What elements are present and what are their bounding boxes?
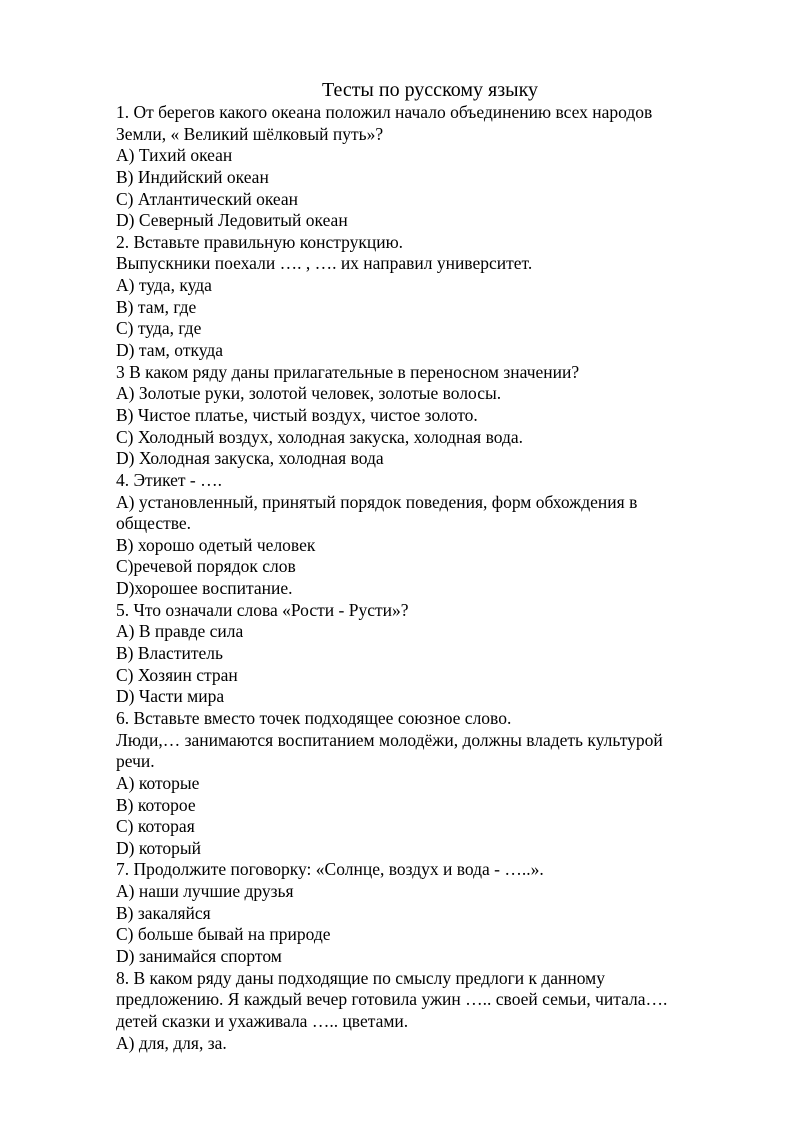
- text-line: Люди,… занимаются воспитанием молодёжи, должны владеть культурой: [116, 729, 663, 750]
- text-line: D) занимайся спортом: [116, 945, 282, 966]
- text-line: речи.: [116, 751, 155, 772]
- text-line: 4. Этикет - ….: [116, 469, 222, 490]
- text-line: 8. В каком ряду даны подходящие по смыслу предлоги к данному: [116, 967, 606, 988]
- text-line: C) Хозяин стран: [116, 664, 238, 685]
- document-title: Тесты по русскому языку: [321, 79, 539, 101]
- document-body: [116, 102, 716, 1054]
- text-line: D) Части мира: [116, 686, 225, 707]
- text-line: Земли, « Великий шёлковый путь»?: [116, 123, 384, 144]
- text-line: C)речевой порядок слов: [116, 556, 296, 577]
- text-line: B) Индийский океан: [116, 166, 269, 187]
- text-line: C) туда, где: [116, 318, 202, 339]
- text-line: D) Северный Ледовитый океан: [116, 210, 348, 231]
- text-line: D)хорошее воспитание.: [116, 578, 293, 599]
- text-line: A) для, для, за.: [116, 1032, 227, 1053]
- text-line: C) Атлантический океан: [116, 188, 299, 209]
- text-line: детей сказки и ухаживала ….. цветами.: [116, 1010, 409, 1031]
- text-line: B) которое: [116, 794, 196, 815]
- text-line: A) которые: [116, 772, 200, 793]
- text-line: 5. Что означали слова «Рости - Русти»?: [116, 599, 409, 620]
- text-line: B) закаляйся: [116, 902, 211, 923]
- text-line: Выпускники поехали …. , …. их направил университет.: [116, 253, 533, 274]
- text-line: 6. Вставьте вместо точек подходящее союзное слово.: [116, 707, 512, 728]
- text-line: 3 В каком ряду даны прилагательные в переносном значении?: [116, 361, 580, 382]
- text-line: A) туда, куда: [116, 275, 212, 296]
- text-line: обществе.: [116, 513, 192, 534]
- text-line: A) В правде сила: [116, 621, 244, 642]
- text-line: D) там, откуда: [116, 340, 224, 361]
- text-line: C) Холодный воздух, холодная закуска, холодная вода.: [116, 426, 524, 447]
- text-line: A) установленный, принятый порядок поведения, форм обхождения в: [116, 491, 638, 512]
- text-line: D) который: [116, 837, 202, 858]
- text-line: D) Холодная закуска, холодная вода: [116, 448, 384, 469]
- text-line: A) наши лучшие друзья: [116, 881, 294, 902]
- text-line: A) Тихий океан: [116, 145, 233, 166]
- text-line: C) больше бывай на природе: [116, 924, 331, 945]
- text-line: 1. От берегов какого океана положил начало объединению всех народов: [116, 102, 653, 122]
- text-line: B) хорошо одетый человек: [116, 534, 316, 555]
- text-line: B) там, где: [116, 296, 197, 317]
- text-line: предложению. Я каждый вечер готовила ужин ….. своей семьи, читала….: [116, 989, 668, 1010]
- text-line: B) Чистое платье, чистый воздух, чистое золото.: [116, 404, 478, 425]
- text-line: A) Золотые руки, золотой человек, золотые волосы.: [116, 383, 502, 404]
- text-line: 7. Продолжите поговорку: «Солнце, воздух и вода - …..».: [116, 859, 544, 880]
- text-line: 2. Вставьте правильную конструкцию.: [116, 231, 404, 252]
- text-line: B) Властитель: [116, 643, 223, 664]
- text-line: C) которая: [116, 816, 195, 837]
